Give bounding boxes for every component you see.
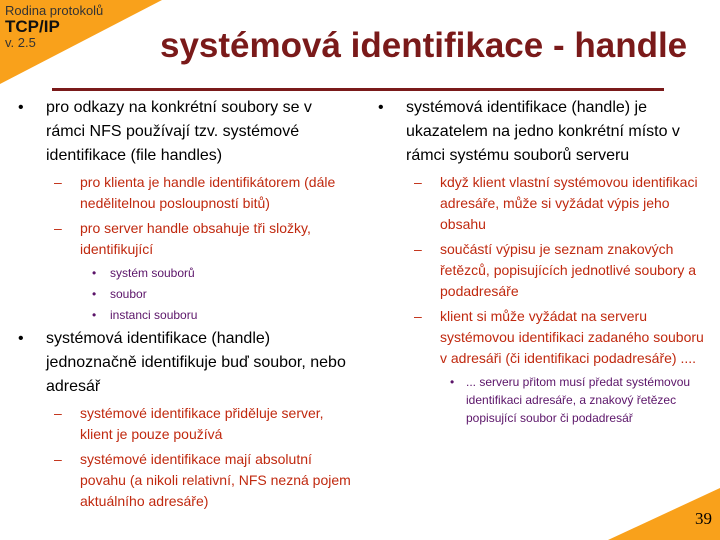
bullet-unique-identification: • systémová identifikace (handle) jednoznačně identifikuje buď soubor, nebo adresář <box>18 327 353 399</box>
brand-version: v. 2.5 <box>5 35 36 50</box>
course-brand <box>5 4 103 49</box>
sub-sub-bullet-lookup-args: • ... serveru přitom musí předat systémovou identifikaci adresáře, a znakový řetězec popisující soubor či podadresář <box>378 373 708 427</box>
brand-line-1: Rodina protokolů <box>5 3 104 18</box>
title-underline <box>52 88 664 91</box>
page-number: 39 <box>695 509 712 528</box>
right-column <box>378 96 708 430</box>
bullet-file-handles: • pro odkazy na konkrétní soubory se v rámci NFS používají tzv. systémové identifikace (file handles) <box>18 96 353 168</box>
brand-line-2: TCP/IP <box>5 17 60 36</box>
sub-bullet-request-handle: – klient si může vyžádat na serveru systémovou identifikaci zadaného souboru v adresáři (či identifikaci podadresáře) .... <box>378 306 708 369</box>
sub-bullet-client-view: – pro klienta je handle identifikátorem (dále nedělitelnou posloupností bitů) <box>18 172 353 214</box>
bullet-handle-pointer: • systémová identifikace (handle) je ukazatelem na jedno konkrétní místo v rámci systému souborů serveru <box>378 96 708 168</box>
sub-bullet-assigned-by-server: – systémové identifikace přiděluje server, klient je pouze používá <box>18 403 353 445</box>
sub-sub-bullet-filesystem: • systém souborů <box>18 264 353 282</box>
sub-bullet-server-view: – pro server handle obsahuje tři složky, identifikující <box>18 218 353 260</box>
slide-title: systémová identifikace - handle <box>160 26 688 65</box>
sub-sub-bullet-instance: • instanci souboru <box>18 306 353 324</box>
sub-bullet-listing-content: – součástí výpisu je seznam znakových řetězců, popisujících jednotlivé soubory a podadresáře <box>378 239 708 302</box>
sub-bullet-directory-listing: – když klient vlastní systémovou identifikaci adresáře, může si vyžádat výpis jeho obsahu <box>378 172 708 235</box>
sub-sub-bullet-file: • soubor <box>18 285 353 303</box>
sub-bullet-absolute-nature: – systémové identifikace mají absolutní povahu (a nikoli relativní, NFS nezná pojem aktuálního adresáře) <box>18 449 353 512</box>
left-column <box>18 96 353 516</box>
